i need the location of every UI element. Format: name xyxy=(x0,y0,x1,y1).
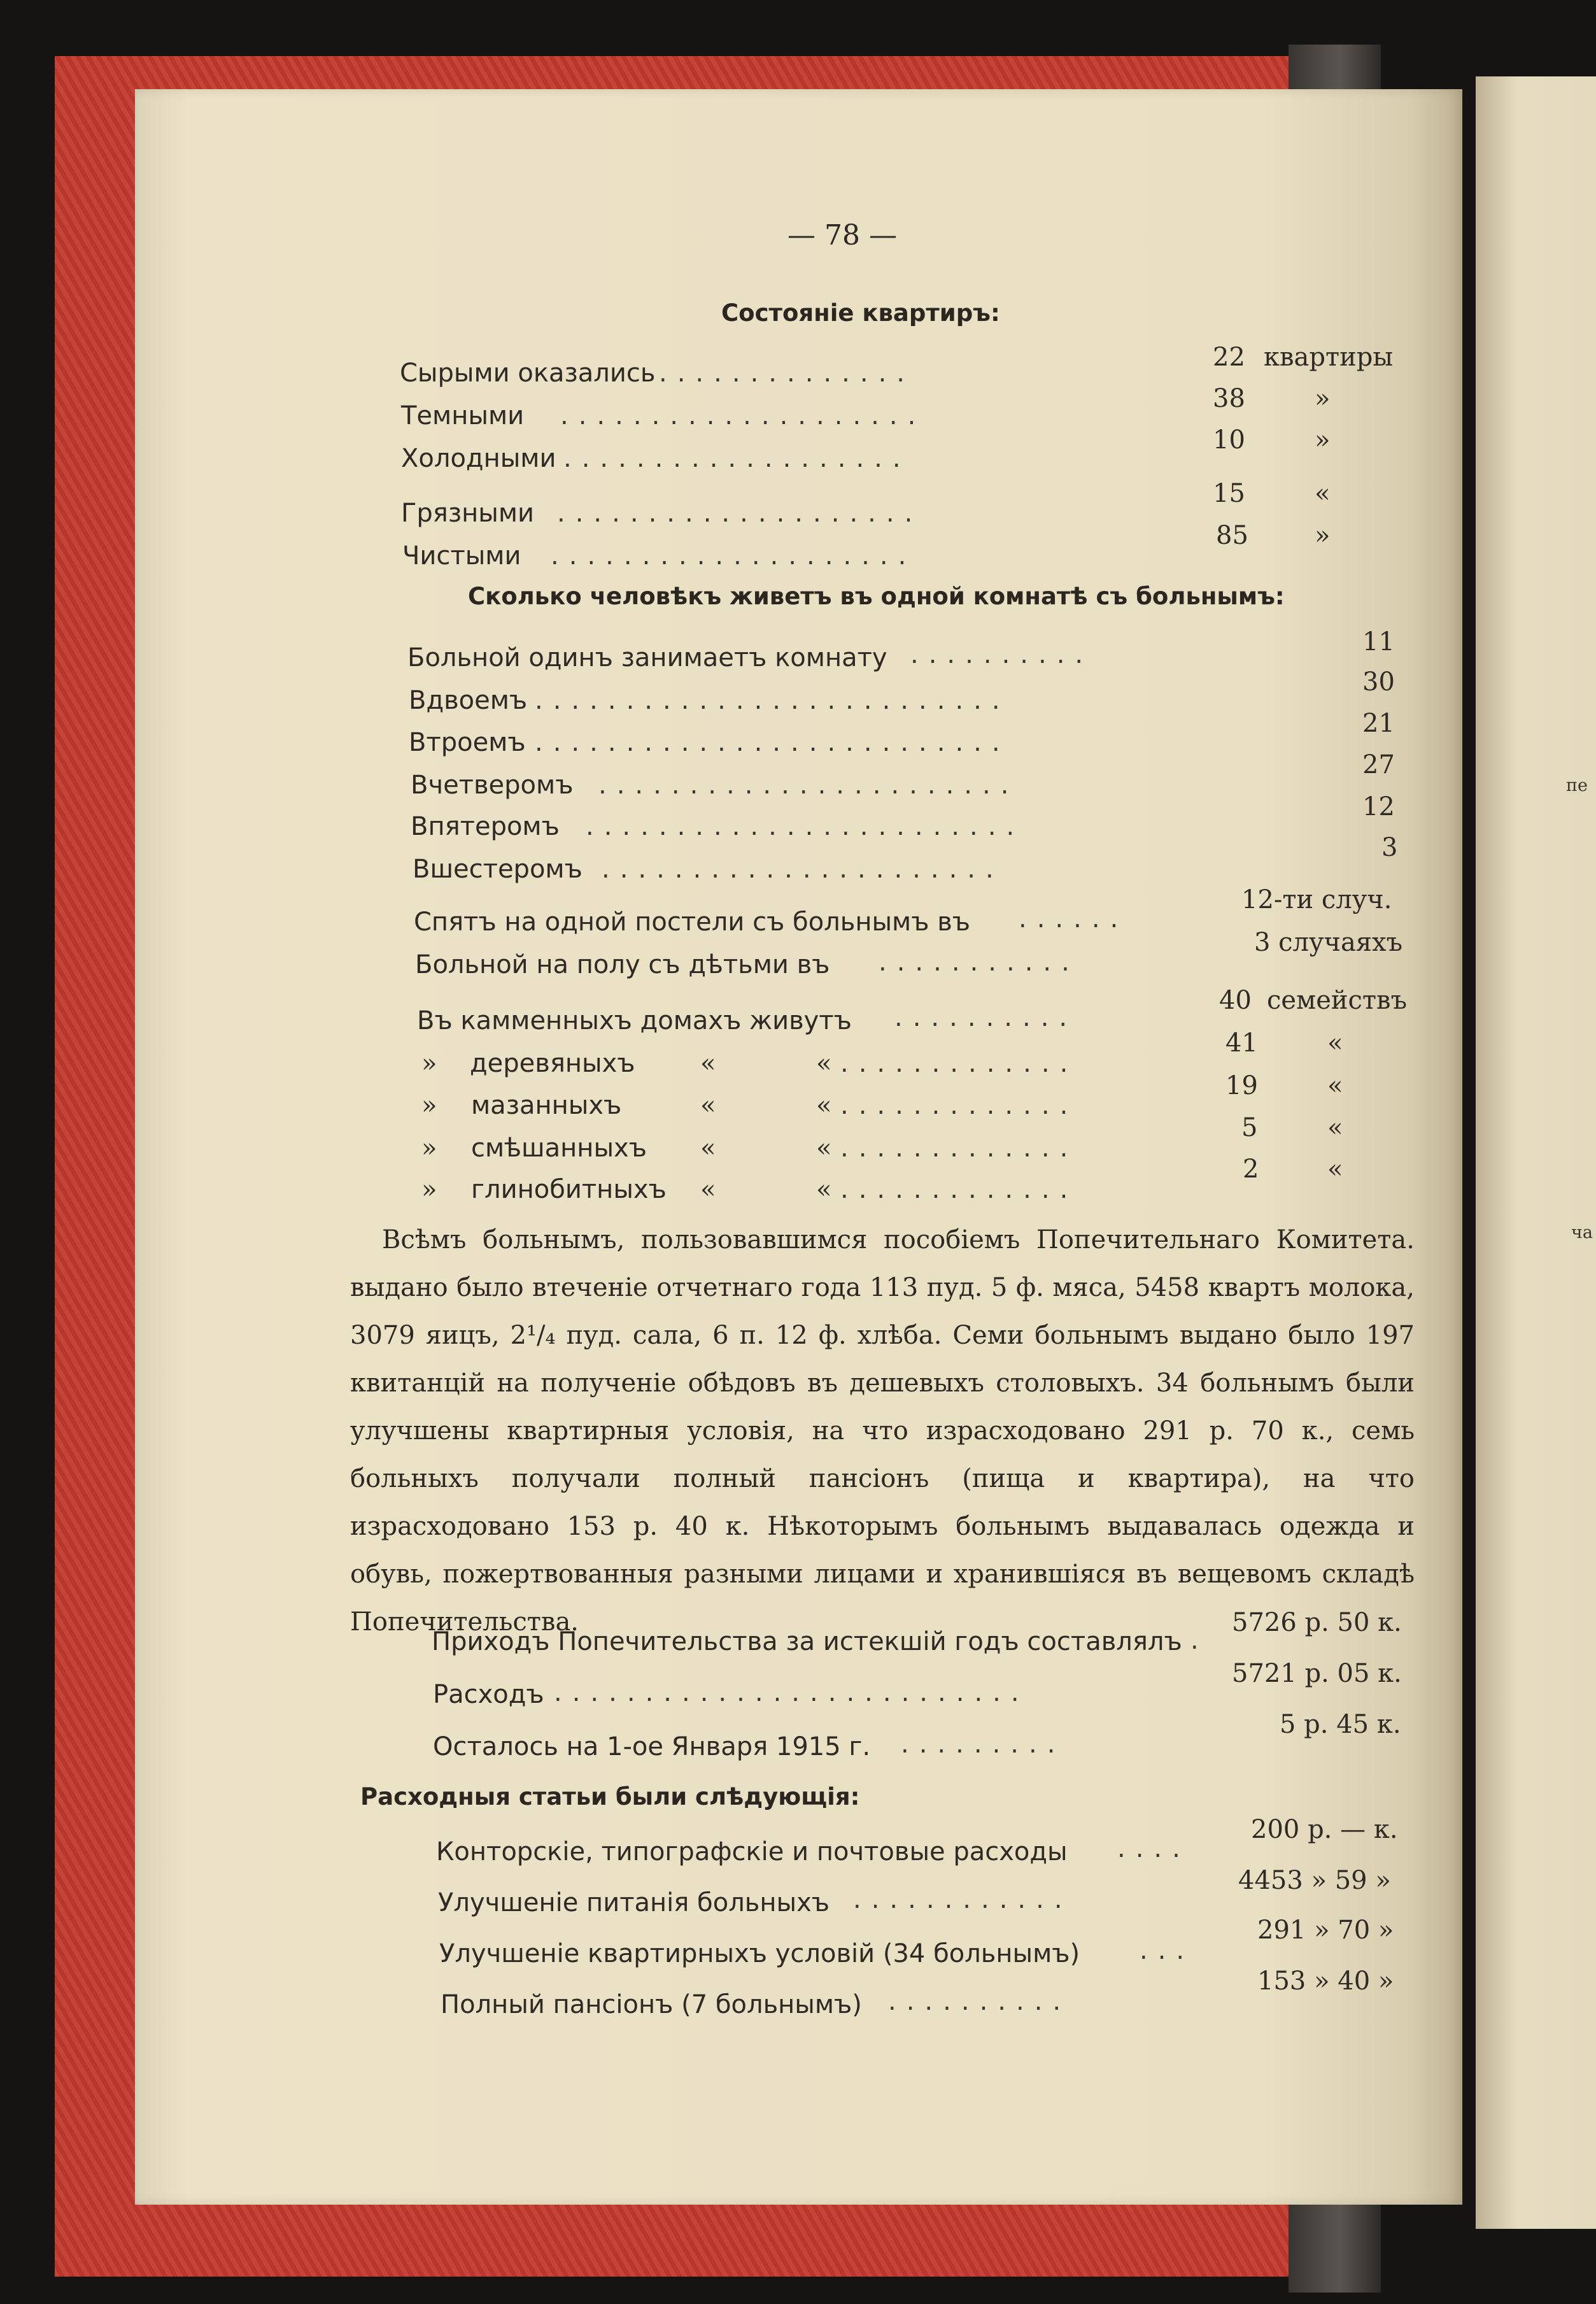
apartment-row-unit: » xyxy=(1315,521,1331,550)
leader-dots: ............. xyxy=(840,1091,1078,1120)
next-page-edge xyxy=(1476,76,1596,2229)
apartment-row-count: 38 xyxy=(1213,384,1245,413)
finance-row-label: Расходъ xyxy=(433,1680,544,1709)
persons-row-count: 12 xyxy=(1362,792,1395,821)
persons-row-label: Вшестеромъ xyxy=(413,855,583,884)
persons-row-count: 27 xyxy=(1362,750,1395,779)
ditto-mark: « xyxy=(700,1091,716,1120)
ditto-mark: » xyxy=(421,1091,437,1120)
apartment-row-label: Грязными xyxy=(401,499,535,528)
leader-dots: .......................... xyxy=(554,1678,1029,1707)
houses-row-unit: « xyxy=(1327,1071,1343,1100)
leader-dots: ................... xyxy=(563,444,911,473)
houses-row-label: деревяныхъ xyxy=(470,1049,635,1078)
houses-row-count: 2 xyxy=(1243,1155,1259,1184)
ditto-mark: » xyxy=(421,1049,437,1078)
ditto-mark: » xyxy=(421,1175,437,1204)
leader-dots: ........................ xyxy=(586,812,1025,841)
ditto-mark: « xyxy=(816,1049,832,1078)
next-page-fragment: пе xyxy=(1566,776,1588,795)
finance-row-amount: 5726 р. 50 к. xyxy=(1232,1608,1402,1637)
expense-row-label: Улучшеніе питанія больныхъ xyxy=(438,1888,830,1917)
leader-dots: .................... xyxy=(551,541,917,571)
finance-row-amount: 5721 р. 05 к. xyxy=(1232,1659,1402,1688)
houses-row-unit: « xyxy=(1327,1028,1343,1058)
leader-dots: ......... xyxy=(901,1730,1066,1759)
leader-dots: ............. xyxy=(840,1134,1078,1163)
apartment-row-label: Темными xyxy=(401,401,525,430)
persons-row-label: Больной одинъ занимаетъ комнату xyxy=(407,643,887,672)
apartment-row-count: 15 xyxy=(1213,479,1245,508)
leader-dots: .................... xyxy=(557,499,923,528)
leader-dots: ....................... xyxy=(598,771,1019,800)
ditto-mark: « xyxy=(700,1049,716,1078)
finance-row-amount: 5 р. 45 к. xyxy=(1280,1710,1401,1739)
persons-row-count: 3 xyxy=(1381,833,1398,862)
expense-row-amount: 153 » 40 » xyxy=(1257,1966,1394,1996)
leader-dots: ............. xyxy=(840,1175,1078,1204)
persons-row-label: Впятеромъ xyxy=(411,812,560,841)
houses-row-unit: « xyxy=(1327,1155,1343,1184)
houses-row-label: глинобитныхъ xyxy=(471,1175,667,1204)
houses-row-label: Въ камменныхъ домахъ живутъ xyxy=(417,1006,852,1035)
leader-dots: . xyxy=(1190,1626,1209,1655)
leader-dots: ............. xyxy=(840,1049,1078,1078)
apartment-row-count: 22 xyxy=(1213,343,1245,372)
houses-row-label: мазанныхъ xyxy=(471,1091,622,1120)
ditto-mark: « xyxy=(816,1091,832,1120)
ditto-mark: » xyxy=(421,1134,437,1163)
persons-row-count: 30 xyxy=(1362,667,1395,697)
apartment-row-label: Холодными xyxy=(401,444,556,473)
finance-row-label: Приходъ Попечительства за истекшій годъ составлялъ xyxy=(432,1627,1182,1656)
houses-row-count: 41 xyxy=(1225,1028,1258,1058)
persons-extra-value: 3 случаяхъ xyxy=(1254,928,1403,957)
apartment-row-unit: » xyxy=(1315,384,1331,413)
persons-extra-label: Больной на полу съ дѣтьми въ xyxy=(415,950,830,979)
leader-dots: .......... xyxy=(894,1003,1078,1032)
leader-dots: .............. xyxy=(659,359,915,388)
expense-row-amount: 291 » 70 » xyxy=(1257,1916,1394,1945)
section-heading-expenses: Расходныя статьи были слѣдующія: xyxy=(360,1783,860,1810)
expense-row-amount: 4453 » 59 » xyxy=(1238,1866,1391,1895)
finance-row-label: Осталось на 1-ое Января 1915 г. xyxy=(433,1732,871,1761)
apartment-row-unit: » xyxy=(1315,425,1331,455)
section-heading-persons: Сколько человѣкъ живетъ въ одной комнатѣ съ больнымъ: xyxy=(468,583,1285,610)
persons-row-count: 11 xyxy=(1362,627,1395,657)
leader-dots: .......... xyxy=(888,1987,1071,2016)
expense-row-label: Полный пансіонъ (7 больнымъ) xyxy=(441,1990,862,2019)
expense-row-label: Улучшеніе квартирныхъ условій (34 больнымъ) xyxy=(439,1939,1080,1968)
leader-dots: ........... xyxy=(879,948,1080,977)
body-paragraph xyxy=(350,1216,1415,1646)
houses-row-count: 40 xyxy=(1219,986,1252,1015)
leader-dots: ...... xyxy=(1019,904,1129,934)
leader-dots: ... xyxy=(1140,1936,1195,1965)
expense-row-label: Конторскіе, типографскіе и почтовые расходы xyxy=(436,1837,1068,1867)
leader-dots: .................... xyxy=(560,401,926,430)
houses-row-unit: семействъ xyxy=(1267,986,1408,1015)
houses-row-count: 19 xyxy=(1225,1071,1258,1100)
persons-extra-value: 12-ти случ. xyxy=(1241,885,1392,914)
apartment-row-count: 10 xyxy=(1213,425,1245,455)
page-number: — 78 — xyxy=(787,219,897,252)
next-page-fragment: ча xyxy=(1571,1223,1593,1242)
apartment-row-unit: квартиры xyxy=(1264,343,1394,372)
leader-dots: .......................... xyxy=(535,728,1010,757)
persons-row-label: Вчетверомъ xyxy=(411,771,574,800)
leader-dots: ............ xyxy=(853,1885,1073,1914)
houses-row-label: смѣшанныхъ xyxy=(471,1134,647,1163)
ditto-mark: « xyxy=(816,1175,832,1204)
leader-dots: .......... xyxy=(910,640,1094,669)
paragraph-text: Всѣмъ больнымъ, пользовавшимся пособіемъ Попечительнаго Комитета. выдано было втеченіе отчетнаго года 113 пуд. 5 ф. мяса, 5458 квартъ молока, 3079 яицъ, 2¹/₄ пуд. сала, 6 п. 12 ф. хлѣба. Семи больнымъ выдано было 197 квитанцій на полученіе обѣдовъ въ дешевыхъ столовыхъ. 34 больнымъ были улучшены квартирныя условія, на что израсходовано 291 р. 70 к., семь больныхъ получали полный пансіонъ (пища и квартира), на что израсходовано 153 р. 40 к. Нѣкоторымъ больнымъ выдавалась одежда и обувь, пожертвованныя разными лицами и хранившіяся въ вещевомъ складѣ Попечительства. xyxy=(350,1225,1415,1637)
section-heading-apartments: Состояніе квартиръ: xyxy=(721,299,1000,327)
persons-row-label: Вдвоемъ xyxy=(409,686,528,715)
apartment-row-label: Чистыми xyxy=(402,541,521,571)
apartment-row-label: Сырыми оказались xyxy=(400,359,656,388)
persons-row-label: Втроемъ xyxy=(409,728,526,757)
persons-row-count: 21 xyxy=(1362,709,1395,738)
apartment-row-count: 85 xyxy=(1216,521,1248,550)
apartment-row-unit: « xyxy=(1315,479,1331,508)
houses-row-count: 5 xyxy=(1241,1113,1258,1142)
leader-dots: .... xyxy=(1117,1834,1190,1863)
ditto-mark: « xyxy=(700,1134,716,1163)
leader-dots: ...................... xyxy=(602,855,1004,884)
houses-row-unit: « xyxy=(1327,1113,1343,1142)
leader-dots: .......................... xyxy=(535,686,1010,715)
ditto-mark: « xyxy=(816,1134,832,1163)
expense-row-amount: 200 р. — к. xyxy=(1251,1815,1398,1844)
ditto-mark: « xyxy=(700,1175,716,1204)
persons-extra-label: Спятъ на одной постели съ больнымъ въ xyxy=(414,907,971,937)
